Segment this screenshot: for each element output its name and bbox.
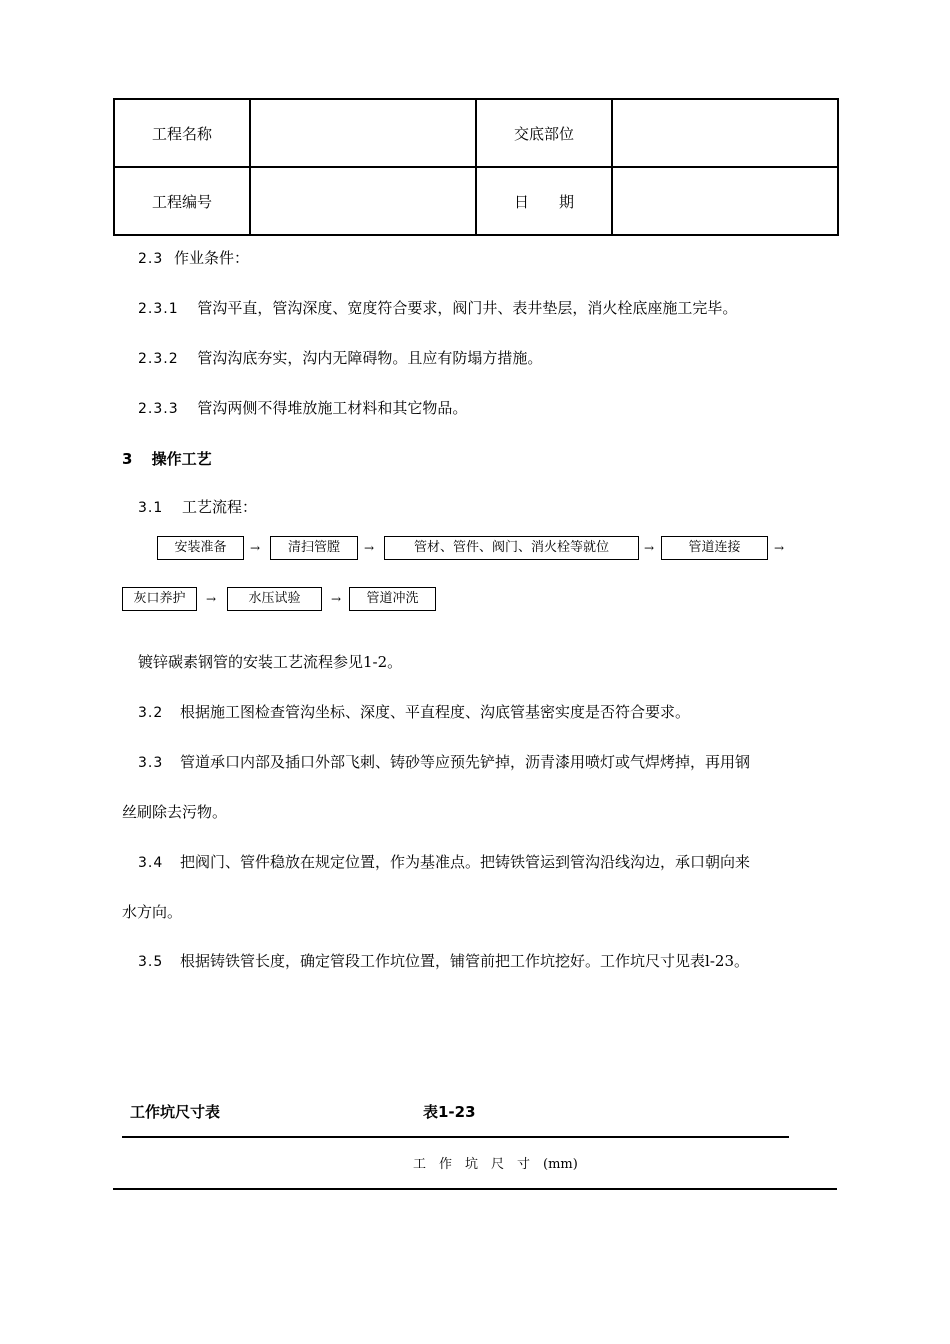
section-3-2 — [138, 702, 690, 723]
flow-step-pipe-connection: 管道连接 — [661, 536, 768, 560]
section-2-3-3 — [138, 398, 467, 419]
section-number: 3.4 — [138, 855, 164, 871]
section-2-3-2 — [138, 348, 542, 369]
section-text: 根据铸铁管长度，确定管段工作坑位置，铺管前把工作坑挖好。工作坑尺寸见表l-23。 — [180, 952, 750, 970]
flow-arrow-icon: → — [206, 592, 217, 606]
flow-arrow-icon: → — [364, 541, 375, 555]
flow-arrow-icon: → — [774, 541, 785, 555]
header-table — [113, 98, 839, 236]
section-number: 3.5 — [138, 954, 164, 970]
flow-arrow-icon: → — [644, 541, 655, 555]
flow-step-clean-bore: 清扫管膛 — [270, 536, 358, 560]
section-text: 管道承口内部及插口外部飞刺、铸砂等应预先铲掉，沥青漆用喷灯或气焊烤掉，再用钢 — [180, 753, 751, 771]
section-text: 管沟两侧不得堆放施工材料和其它物品。 — [197, 399, 468, 417]
flow-arrow-icon: → — [250, 541, 261, 555]
flow-step-materials-in-place: 管材、管件、阀门、消火栓等就位 — [384, 536, 639, 560]
section-2-3-1 — [138, 298, 737, 319]
table-header-rule — [113, 1188, 837, 1190]
section-number: 3.2 — [138, 705, 164, 721]
section-number: 2.3.2 — [138, 351, 179, 367]
flow-step-pressure-test: 水压试验 — [227, 587, 322, 611]
galvanized-note: 镀锌碳素钢管的安装工艺流程参见1-2。 — [138, 653, 403, 671]
project-number-value — [250, 167, 476, 235]
section-2-3 — [138, 248, 249, 269]
disclosure-part-label: 交底部位 — [476, 99, 612, 167]
pit-table-title: 工作坑尺寸表 — [130, 1103, 221, 1121]
flow-step-joint-curing: 灰口养护 — [122, 587, 197, 611]
project-number-label: 工程编号 — [114, 167, 250, 235]
date-value — [612, 167, 838, 235]
section-number: 3 — [122, 450, 133, 468]
section-number: 2.3 — [138, 251, 164, 267]
section-3-5 — [138, 951, 749, 972]
section-text: 管沟沟底夯实，沟内无障碍物。且应有防塌方措施。 — [197, 349, 543, 367]
section-3-4-continued: 水方向。 — [122, 903, 183, 921]
section-number: 2.3.3 — [138, 401, 179, 417]
pit-table-header: 工 作 坑 尺 寸 (mm) — [413, 1157, 578, 1172]
section-text: 操作工艺 — [151, 450, 212, 468]
section-text: 工艺流程： — [182, 498, 258, 516]
section-text: 管沟平直，管沟深度、宽度符合要求，阀门井、表井垫层，消火栓底座施工完毕。 — [197, 299, 738, 317]
project-name-label: 工程名称 — [114, 99, 250, 167]
project-name-value — [250, 99, 476, 167]
pit-table-number: 表1-23 — [423, 1103, 476, 1121]
disclosure-part-value — [612, 99, 838, 167]
flow-step-flushing: 管道冲洗 — [349, 587, 436, 611]
section-3-4 — [138, 852, 750, 873]
section-number: 3.1 — [138, 500, 164, 516]
section-3-1 — [138, 497, 257, 518]
flow-step-prepare: 安装准备 — [157, 536, 244, 560]
section-text: 根据施工图检查管沟坐标、深度、平直程度、沟底管基密实度是否符合要求。 — [180, 703, 691, 721]
section-3-3 — [138, 752, 750, 773]
section-3 — [122, 448, 212, 469]
date-label: 日 期 — [476, 167, 612, 235]
section-number: 3.3 — [138, 755, 164, 771]
section-number: 2.3.1 — [138, 301, 179, 317]
section-text: 作业条件： — [174, 249, 250, 267]
section-text: 把阀门、管件稳放在规定位置，作为基准点。把铸铁管运到管沟沿线沟边，承口朝向来 — [180, 853, 751, 871]
table-top-rule — [122, 1136, 789, 1138]
flow-arrow-icon: → — [331, 592, 342, 606]
section-3-3-continued: 丝刷除去污物。 — [122, 803, 228, 821]
